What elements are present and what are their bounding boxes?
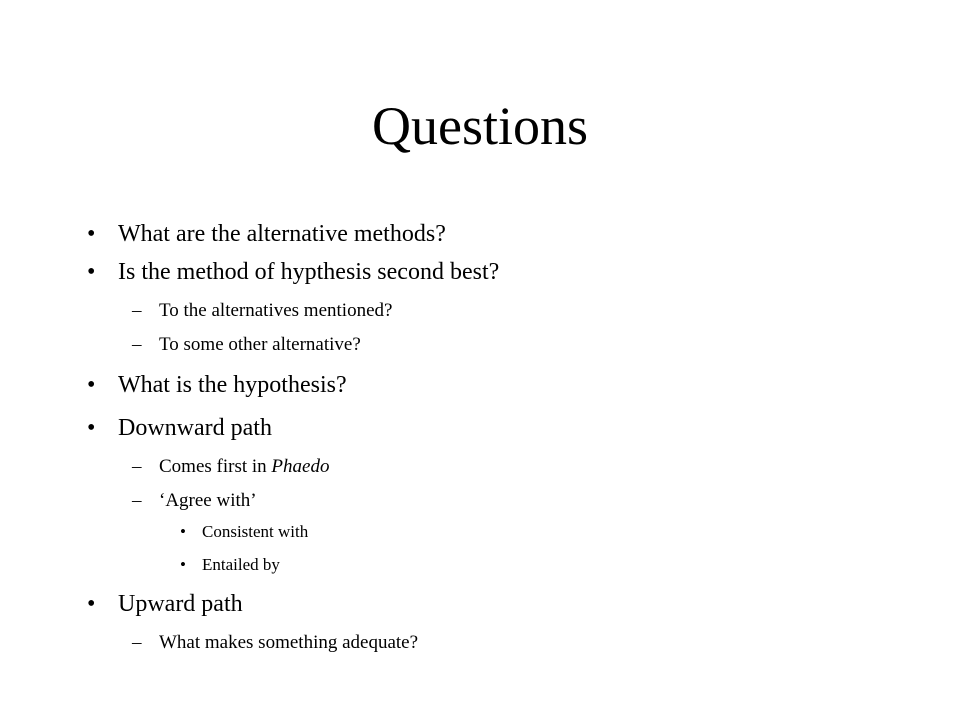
bullet-marker: • (87, 415, 96, 441)
sub-bullet-text: To the alternatives mentioned? (159, 300, 393, 321)
bullet-marker: • (87, 259, 96, 285)
sub-sub-bullet-text: Entailed by (202, 555, 280, 574)
bullet-marker: • (87, 372, 96, 398)
dash-marker: – (132, 490, 142, 511)
sub-bullet-text: To some other alternative? (159, 334, 361, 355)
sub-bullet-text-prefix: Comes first in (159, 456, 272, 477)
dash-marker: – (132, 334, 142, 355)
bullet-marker: • (87, 221, 96, 247)
sub-bullet-text (159, 454, 329, 480)
dash-marker: – (132, 300, 142, 321)
bullet-text: Downward path (118, 415, 272, 441)
bullet-marker: • (180, 522, 186, 541)
sub-bullet-text-italic: Phaedo (271, 456, 330, 477)
slide-title: Questions (372, 96, 588, 156)
bullet-marker: • (87, 591, 96, 617)
sub-bullet-text: ‘Agree with’ (159, 490, 257, 511)
bullet-text: What is the hypothesis? (118, 372, 347, 398)
bullet-text: What are the alternative methods? (118, 221, 446, 247)
sub-bullet-text: What makes something adequate? (159, 632, 419, 653)
bullet-text: Is the method of hypthesis second best? (118, 259, 500, 285)
sub-sub-bullet-text: Consistent with (202, 522, 309, 541)
dash-marker: – (132, 456, 142, 477)
bullet-text: Upward path (118, 591, 243, 617)
dash-marker: – (132, 632, 142, 653)
bullet-marker: • (180, 555, 186, 574)
